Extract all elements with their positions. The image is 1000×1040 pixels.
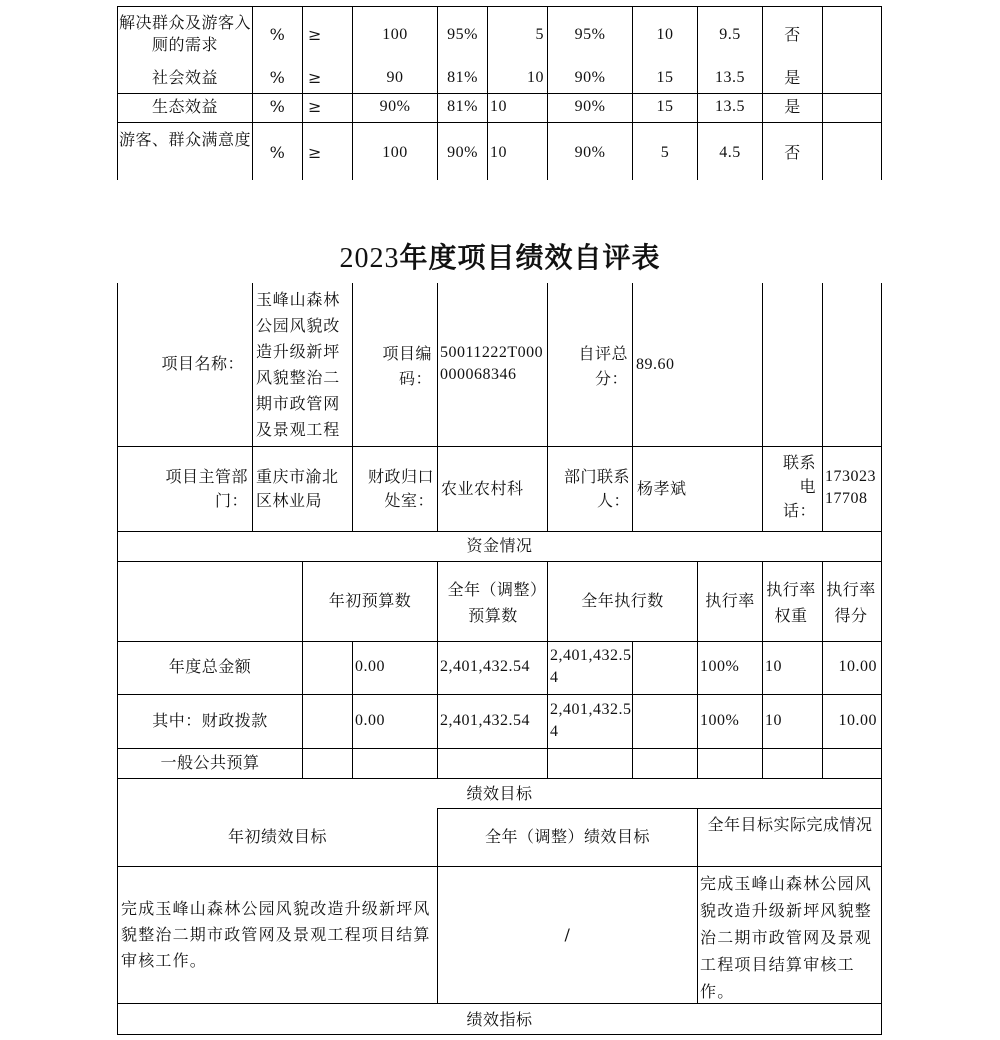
indicator-rate: 90% xyxy=(574,69,606,86)
funds-row-label: 年度总金额 xyxy=(168,657,252,676)
indicator-score-weight: 10 xyxy=(656,26,674,43)
goals-section-title: 绩效目标 xyxy=(466,784,533,803)
finance-office-label: 财政归口处室： xyxy=(367,467,434,510)
goals-header-actual: 全年目标实际完成情况 xyxy=(707,815,873,834)
funds-rate-score: 10.00 xyxy=(838,712,877,729)
indicator-score-weight: 5 xyxy=(660,144,670,161)
funds-initial: 0.00 xyxy=(355,712,385,729)
funds-rate-weight: 10 xyxy=(765,712,782,729)
phone-label: 联系电话： xyxy=(782,453,816,520)
indicator-actual: 90% xyxy=(447,144,478,161)
indicator-operator: ≥ xyxy=(308,68,322,87)
dept-label: 项目主管部门： xyxy=(165,467,248,510)
indicator-operator: ≥ xyxy=(308,25,322,44)
indicator-target: 100 xyxy=(382,26,408,43)
indicator-actual: 81% xyxy=(447,98,478,115)
indicator-unit: % xyxy=(269,68,286,87)
indicator-operator: ≥ xyxy=(308,143,322,162)
funds-rate-weight: 10 xyxy=(765,658,782,675)
project-code-label: 项目编码： xyxy=(382,344,432,388)
indicator-score: 13.5 xyxy=(715,69,745,86)
indicator-name: 游客、群众满意度 xyxy=(118,130,251,149)
funds-row-label: 其中：财政拨款 xyxy=(152,711,268,730)
indicator-rate: 90% xyxy=(574,98,606,115)
indicator-weight: 10 xyxy=(490,98,507,115)
indicator-name: 解决群众及游客入厕的需求 xyxy=(118,13,251,54)
funds-exec-rate: 100% xyxy=(700,712,740,729)
funds-header-adjusted: 全年（调整）预算数 xyxy=(447,580,539,625)
indicator-weight: 5 xyxy=(535,26,544,43)
funds-row-label: 一般公共预算 xyxy=(160,753,260,772)
indicator-unit: % xyxy=(269,143,286,162)
funds-adjusted: 2,401,432.54 xyxy=(440,658,530,675)
indicator-score-weight: 15 xyxy=(656,98,674,115)
goals-header-initial: 年初绩效目标 xyxy=(227,827,327,846)
indicator-score: 13.5 xyxy=(715,98,745,115)
indicator-rate: 90% xyxy=(574,144,606,161)
indicator-score-weight: 15 xyxy=(656,69,674,86)
goals-header-adjusted: 全年（调整）绩效目标 xyxy=(484,827,650,846)
indicator-operator: ≥ xyxy=(308,97,322,116)
funds-header-exec-rate: 执行率 xyxy=(705,591,755,610)
finance-office-value: 农业农村科 xyxy=(441,479,524,498)
project-name-label: 项目名称： xyxy=(161,354,244,373)
contact-value: 杨孝斌 xyxy=(637,479,687,498)
funds-header-rate-weight: 执行率权重 xyxy=(766,580,816,625)
indicator-unit: % xyxy=(269,25,286,44)
project-name-value: 玉峰山森林公园风貌改造升级新坪风貌整治二期市政管网及景观工程 xyxy=(256,290,341,439)
goals-actual-text: 完成玉峰山森林公园风貌改造升级新坪风貌整治二期市政管网及景观工程项目结算审核工作。 xyxy=(700,874,873,1001)
indicator-name: 生态效益 xyxy=(151,97,218,116)
indicator-target: 90 xyxy=(386,69,404,86)
funds-rate-score: 10.00 xyxy=(838,658,877,675)
indicator-target: 90% xyxy=(379,98,411,115)
project-code-value: 50011222T000000068346 xyxy=(440,344,544,383)
funds-initial: 0.00 xyxy=(355,658,385,675)
title-text: 年度项目绩效自评表 xyxy=(399,241,661,274)
indicator-deviation: 否 xyxy=(784,25,801,44)
funds-section-title: 资金情况 xyxy=(466,536,533,555)
title-year: 2023 xyxy=(339,243,400,274)
funds-header-initial: 年初预算数 xyxy=(328,591,412,610)
indicator-score: 4.5 xyxy=(719,144,741,161)
self-score-value: 89.60 xyxy=(636,356,675,373)
indicator-weight: 10 xyxy=(490,144,507,161)
funds-header-execution: 全年执行数 xyxy=(581,591,664,610)
goals-adjusted-text: / xyxy=(564,925,571,944)
indicator-deviation: 是 xyxy=(784,97,801,116)
indicator-rate: 95% xyxy=(574,26,606,43)
indicator-weight: 10 xyxy=(527,69,544,86)
funds-execution: 2,401,432.54 xyxy=(550,701,632,740)
funds-header-rate-score: 执行率得分 xyxy=(826,580,876,625)
indicators-section-title: 绩效指标 xyxy=(466,1010,533,1029)
indicator-deviation: 否 xyxy=(784,143,801,162)
phone-value: 17302317708 xyxy=(825,468,876,507)
funds-execution: 2,401,432.54 xyxy=(550,647,632,686)
indicator-unit: % xyxy=(269,97,286,116)
indicator-actual: 81% xyxy=(447,69,478,86)
self-score-label: 自评总分： xyxy=(578,344,628,388)
indicator-score: 9.5 xyxy=(719,26,741,43)
page-title xyxy=(0,236,1000,276)
indicator-target: 100 xyxy=(382,144,408,161)
indicator-actual: 95% xyxy=(447,26,478,43)
indicator-deviation: 是 xyxy=(784,68,801,87)
funds-adjusted: 2,401,432.54 xyxy=(440,712,530,729)
dept-value: 重庆市渝北区林业局 xyxy=(256,467,339,510)
indicator-name: 社会效益 xyxy=(151,68,218,87)
contact-label: 部门联系人： xyxy=(563,467,630,510)
goals-initial-text: 完成玉峰山森林公园风貌改造升级新坪风貌整治二期市政管网及景观工程项目结算审核工作。 xyxy=(121,899,431,970)
funds-exec-rate: 100% xyxy=(700,658,740,675)
